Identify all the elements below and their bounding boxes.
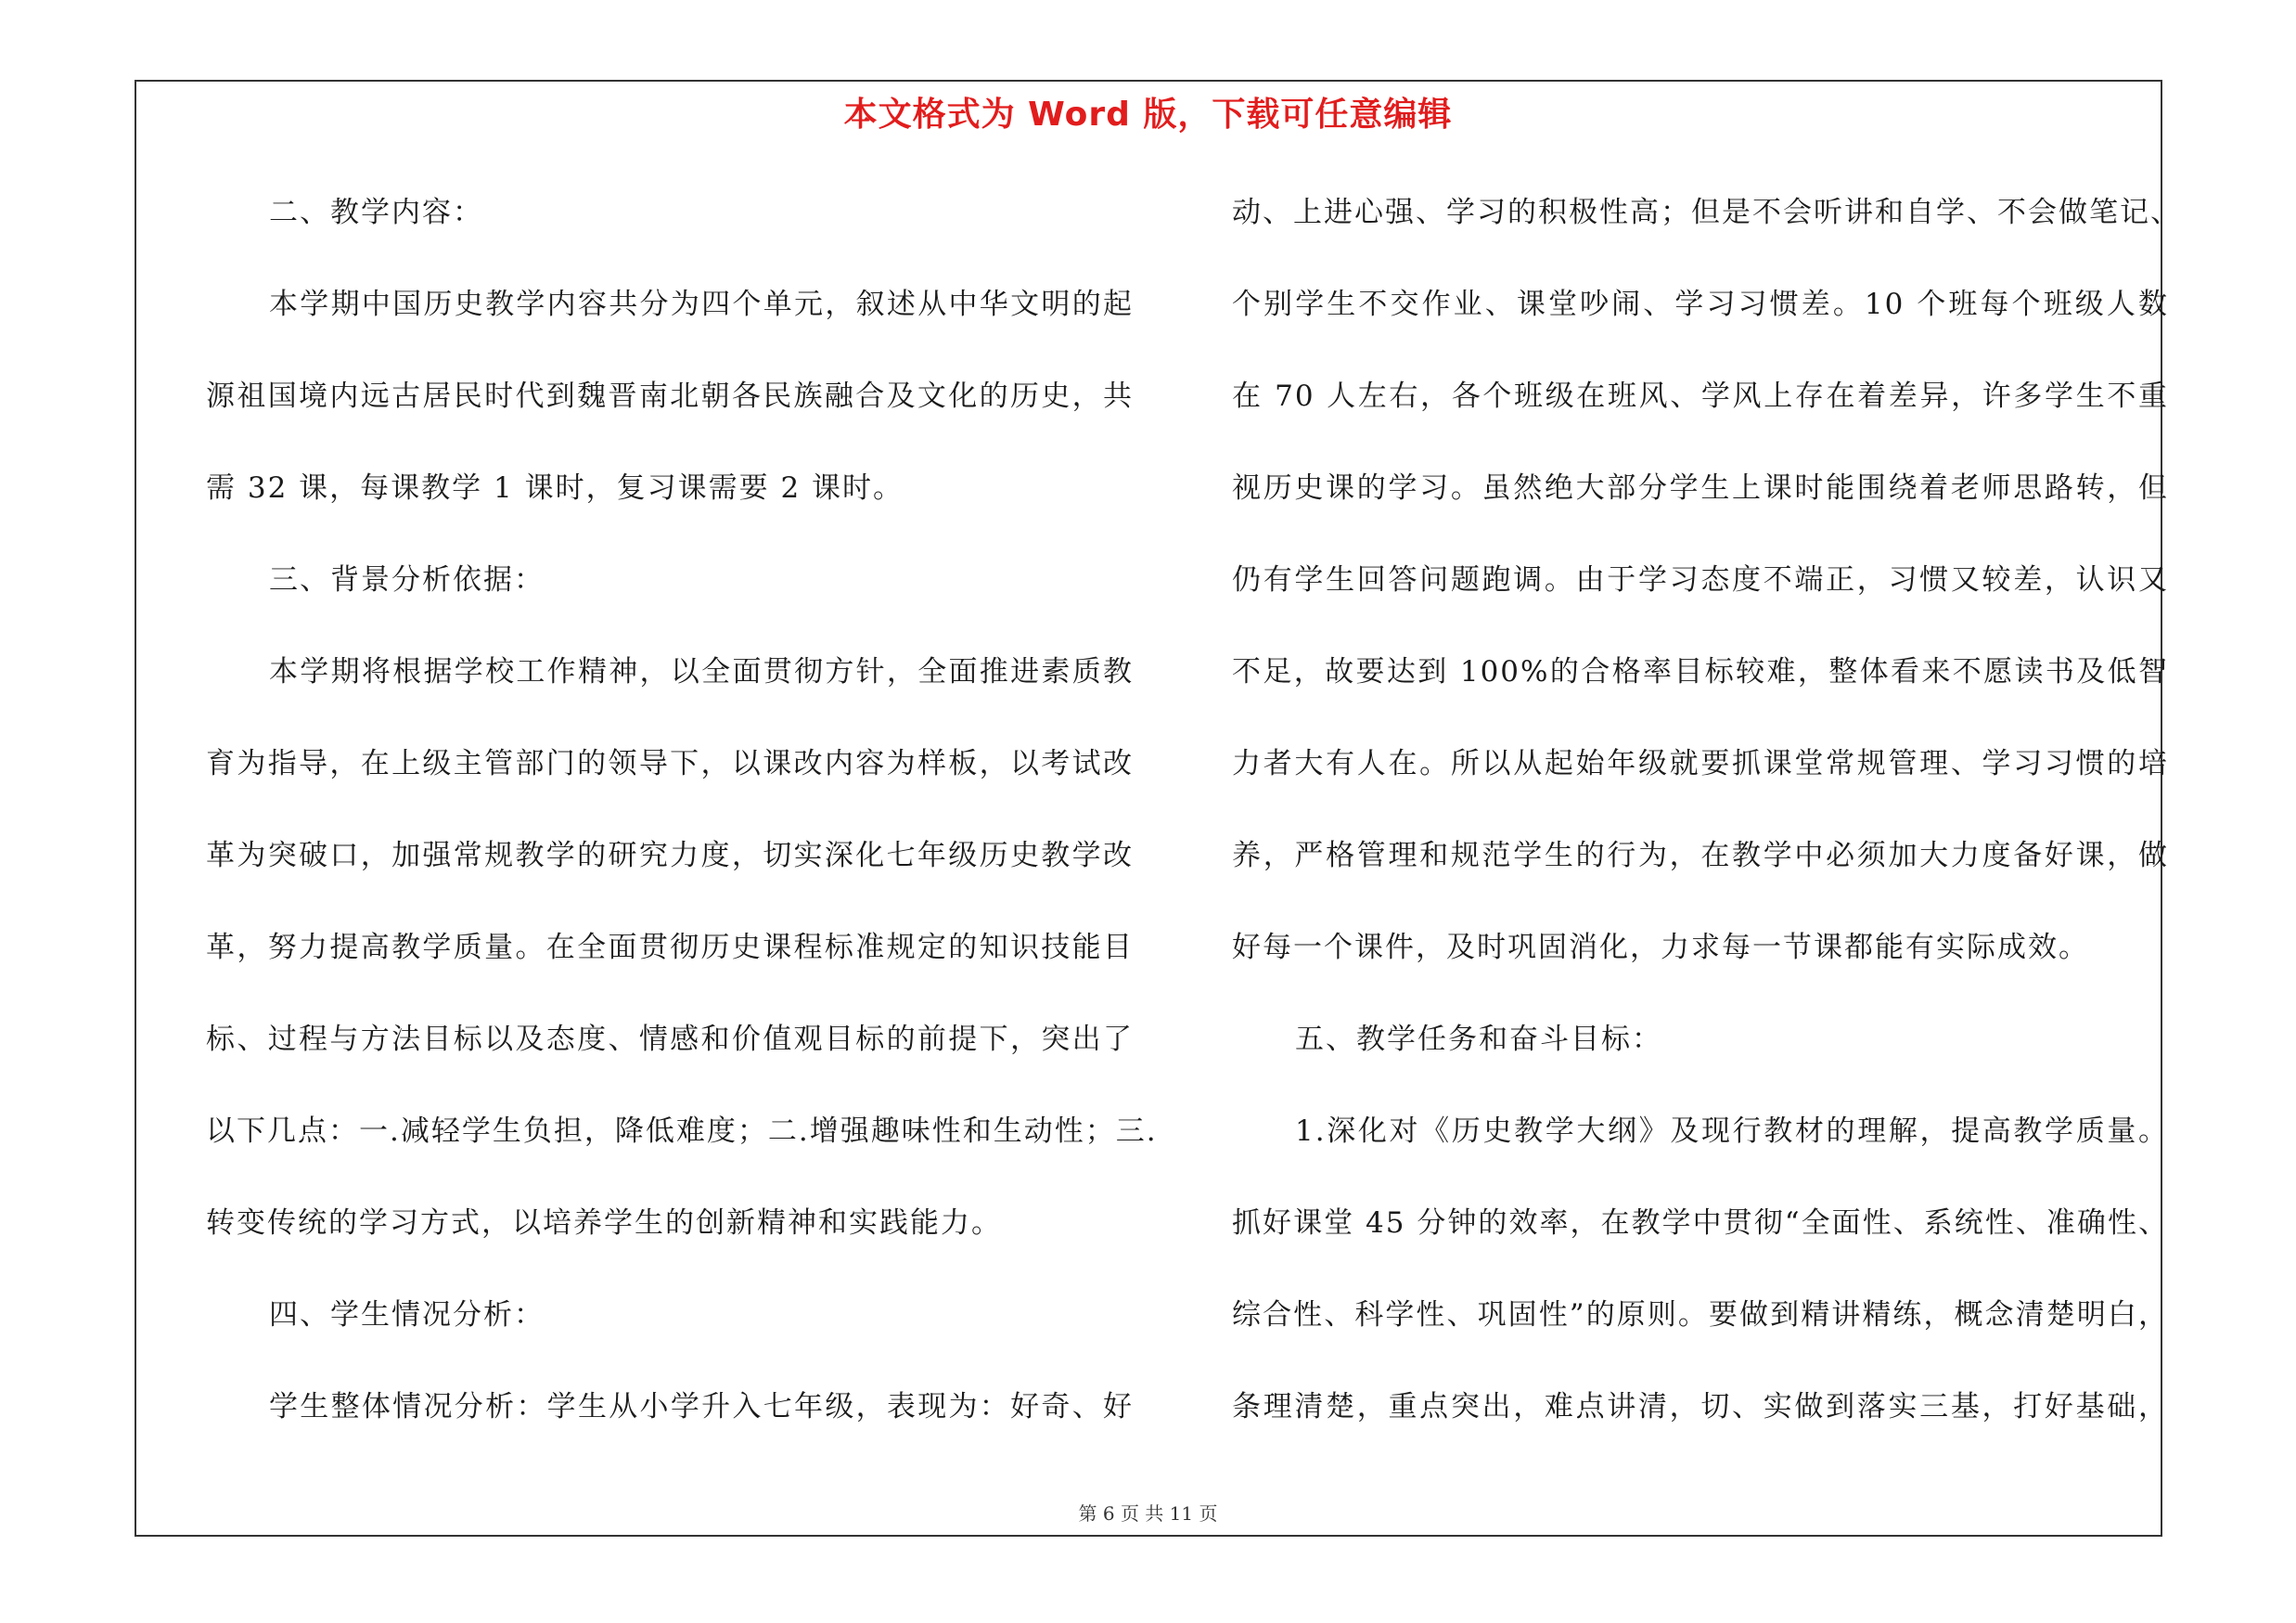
text-line: 学生整体情况分析：学生从小学升入七年级，表现为：好奇、好 [269, 1390, 1134, 1423]
text-line: 革为突破口，加强常规教学的研究力度，切实深化七年级历史教学改 [206, 839, 1134, 872]
section-heading: 四、学生情况分析： [269, 1298, 545, 1332]
section-heading: 五、教学任务和奋斗目标： [1295, 1023, 1662, 1056]
text-line: 抓好课堂 45 分钟的效率，在教学中贯彻“全面性、系统性、准确性、 [1232, 1206, 2169, 1240]
text-line: 需 32 课，每课教学 1 课时，复习课需要 2 课时。 [206, 471, 904, 505]
text-line: 养，严格管理和规范学生的行为，在教学中必须加大力度备好课，做 [1232, 839, 2169, 872]
format-banner: 本文格式为 Word 版，下载可任意编辑 [843, 96, 1453, 134]
text-line: 转变传统的学习方式，以培养学生的创新精神和实践能力。 [206, 1206, 1002, 1240]
text-line: 1.深化对《历史教学大纲》及现行教材的理解，提高教学质量。 [1295, 1114, 2169, 1148]
text-line: 在 70 人左右，各个班级在班风、学风上存在着差异，许多学生不重 [1232, 380, 2169, 413]
right-column [1232, 182, 2181, 1468]
text-line: 本学期中国历史教学内容共分为四个单元，叙述从中华文明的起 [269, 288, 1134, 321]
text-line: 条理清楚，重点突出，难点讲清，切、实做到落实三基，打好基础， [1232, 1390, 2169, 1423]
text-line: 源祖国境内远古居民时代到魏晋南北朝各民族融合及文化的历史，共 [206, 380, 1134, 413]
text-line: 综合性、科学性、巩固性”的原则。要做到精讲精练，概念清楚明白， [1232, 1298, 2169, 1332]
text-line: 以下几点：一.减轻学生负担，降低难度；二.增强趣味性和生动性；三. [206, 1114, 1158, 1148]
text-line: 个别学生不交作业、课堂吵闹、学习习惯差。10 个班每个班级人数 [1232, 288, 2169, 321]
text-line: 本学期将根据学校工作精神，以全面贯彻方针，全面推进素质教 [269, 655, 1134, 689]
page-number-footer: 第 6 页 共 11 页 [1078, 1502, 1218, 1525]
left-column [206, 182, 1158, 1468]
text-line: 不足，故要达到 100%的合格率目标较难，整体看来不愿读书及低智 [1232, 655, 2169, 689]
section-heading: 三、背景分析依据： [269, 563, 545, 597]
text-line: 好每一个课件，及时巩固消化，力求每一节课都能有实际成效。 [1232, 931, 2089, 964]
text-line: 力者大有人在。所以从起始年级就要抓课堂常规管理、学习习惯的培 [1232, 747, 2169, 780]
text-line: 动、上进心强、学习的积极性高；但是不会听讲和自学、不会做笔记、 [1232, 196, 2181, 229]
text-line: 仍有学生回答问题跑调。由于学习态度不端正，习惯又较差，认识又 [1232, 563, 2169, 597]
text-line: 育为指导，在上级主管部门的领导下，以课改内容为样板，以考试改 [206, 747, 1134, 780]
text-line: 标、过程与方法目标以及态度、情感和价值观目标的前提下，突出了 [206, 1023, 1134, 1056]
section-heading: 二、教学内容： [269, 196, 483, 229]
text-line: 革，努力提高教学质量。在全面贯彻历史课程标准规定的知识技能目 [206, 931, 1134, 964]
text-line: 视历史课的学习。虽然绝大部分学生上课时能围绕着老师思路转，但 [1232, 471, 2169, 505]
